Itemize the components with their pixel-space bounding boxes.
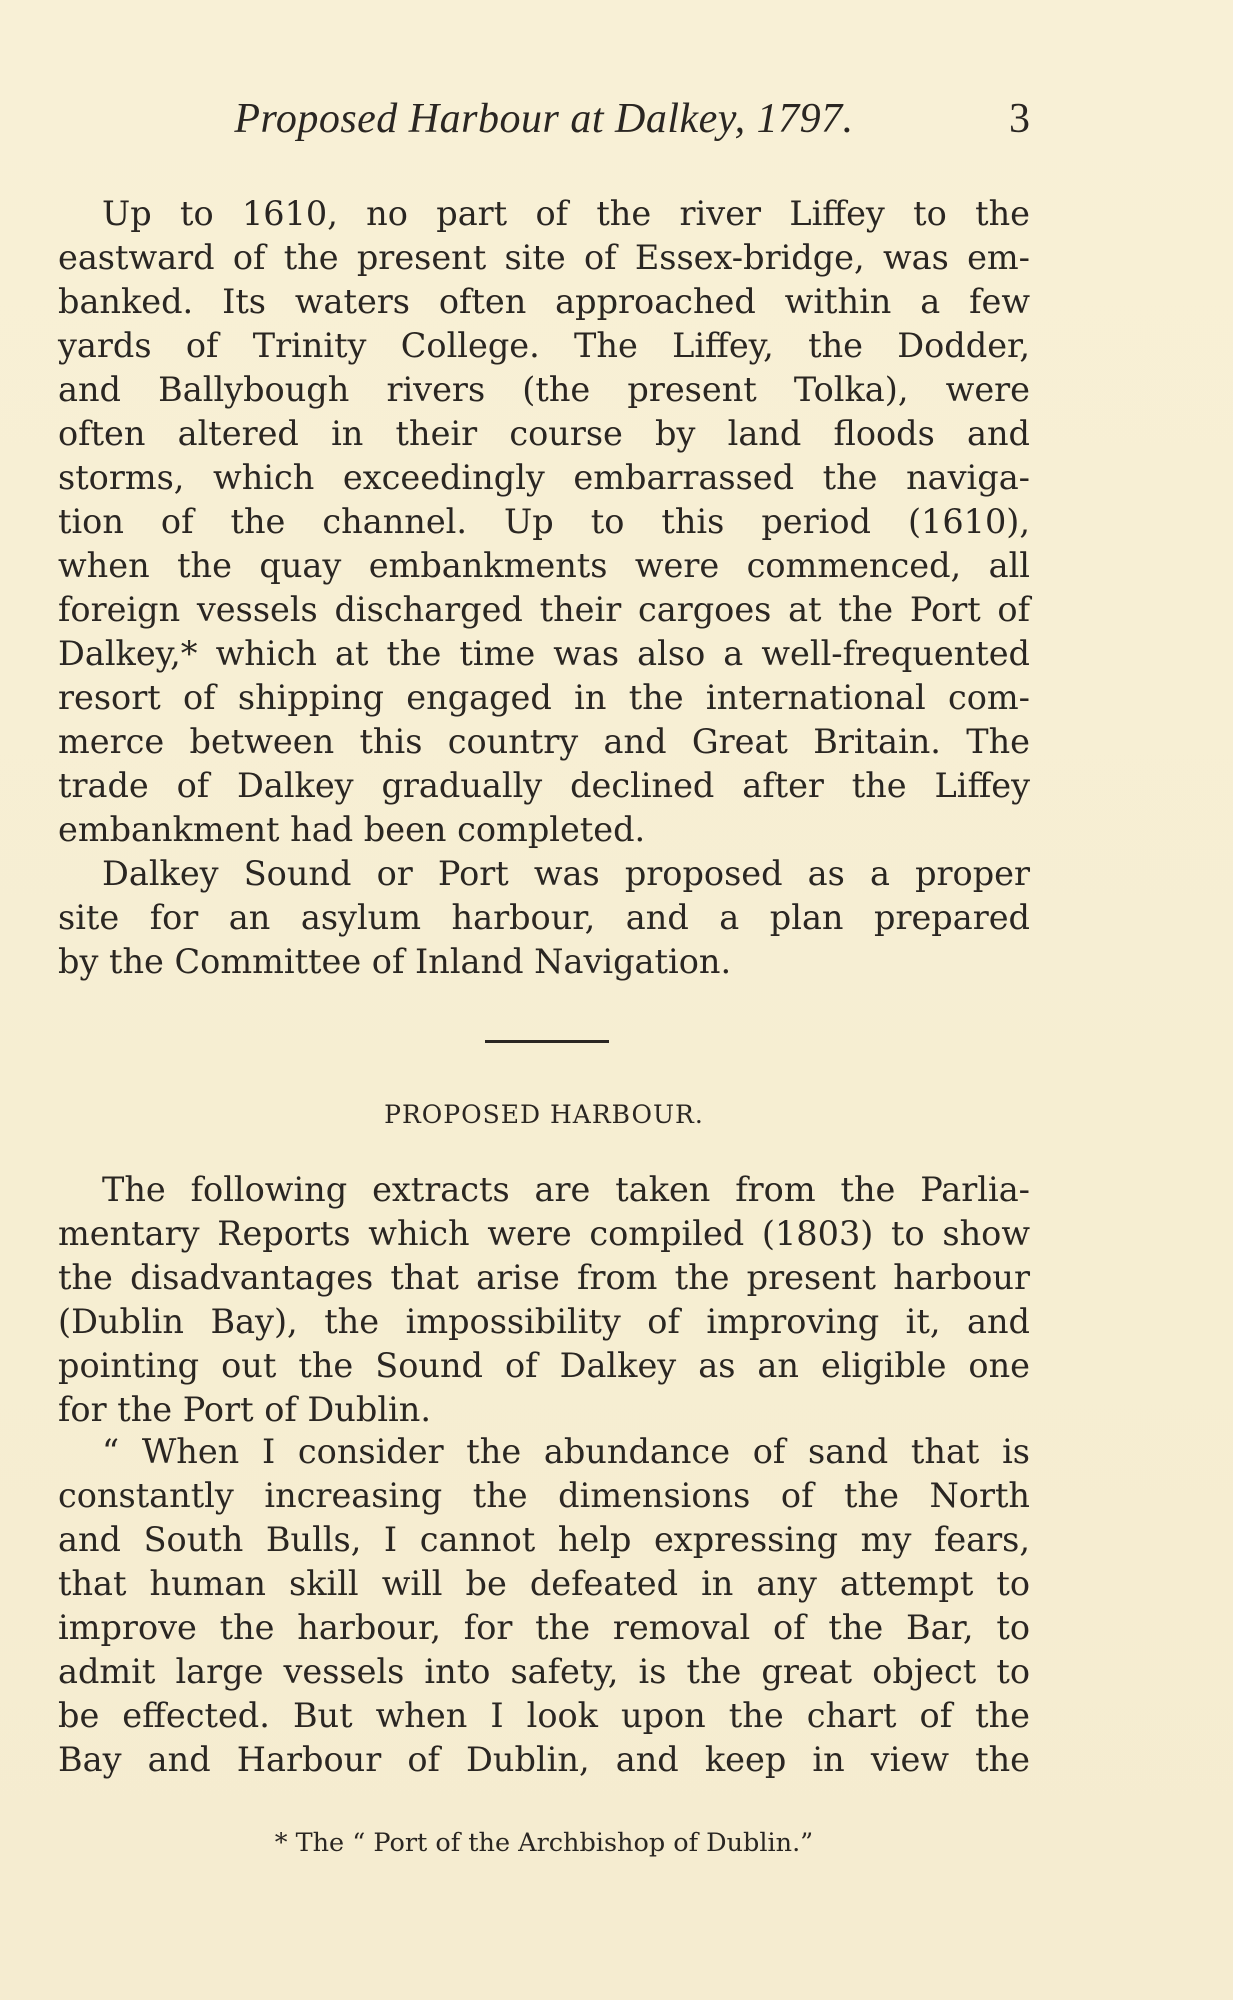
- text-line: by the Committee of Inland Navigation.: [58, 942, 732, 981]
- text-line: Up to 1610, no part of the river Liffey to the: [102, 194, 1030, 233]
- text-line: the disadvantages that arise from the present harbour: [58, 1258, 1030, 1297]
- text-line: The following extracts are taken from the Parlia-: [102, 1170, 1030, 1209]
- page-number: 3: [1009, 96, 1030, 142]
- text-line: often altered in their course by land floods and: [58, 414, 1030, 453]
- text-line: that human skill will be defeated in any attempt to: [58, 1564, 1030, 1603]
- text-line: tion of the channel. Up to this period (1610),: [58, 502, 1030, 541]
- text-line: for the Port of Dublin.: [58, 1390, 431, 1429]
- text-line: improve the harbour, for the removal of the Bar, to: [58, 1608, 1030, 1647]
- text-line: yards of Trinity College. The Liffey, the Dodder,: [58, 326, 1030, 365]
- text-line: and South Bulls, I cannot help expressing my fears,: [58, 1520, 1030, 1559]
- text-line: eastward of the present site of Essex-bridge, was em-: [58, 238, 1030, 277]
- text-line: admit large vessels into safety, is the great object to: [58, 1652, 1030, 1691]
- text-line: be effected. But when I look upon the chart of the: [58, 1696, 1030, 1735]
- text-line: mentary Reports which were compiled (1803) to show: [58, 1214, 1030, 1253]
- text-line: storms, which exceedingly embarrassed the naviga-: [58, 458, 1030, 497]
- text-line: and Ballybough rivers (the present Tolka), were: [58, 370, 1030, 409]
- running-title: Proposed Harbour at Dalkey, 1797.: [234, 96, 854, 142]
- text-line: Dalkey,* which at the time was also a well-frequented: [58, 634, 1030, 673]
- text-line: trade of Dalkey gradually declined after the Liffey: [58, 766, 1030, 805]
- section-divider: [485, 1040, 609, 1043]
- text-line: embankment had been completed.: [58, 810, 646, 849]
- text-line: foreign vessels discharged their cargoes at the Port of: [58, 590, 1030, 629]
- text-line: “ When I consider the abundance of sand that is: [102, 1432, 1030, 1471]
- section-heading: PROPOSED HARBOUR.: [384, 1100, 704, 1129]
- text-line: constantly increasing the dimensions of the North: [58, 1476, 1030, 1515]
- paragraph-liffey-history: [58, 192, 1030, 852]
- text-line: merce between this country and Great Britain. The: [58, 722, 1030, 761]
- text-line: (Dublin Bay), the impossibility of improving it, and: [58, 1302, 1030, 1341]
- footnote: * The “ Port of the Archbishop of Dublin.”: [274, 1828, 814, 1858]
- text-line: banked. Its waters often approached within a few: [58, 282, 1030, 321]
- text-line: site for an asylum harbour, and a plan prepared: [58, 898, 1030, 937]
- text-line: when the quay embankments were commenced, all: [58, 546, 1030, 585]
- paragraph-dalkey-sound: [58, 852, 1030, 984]
- running-head: [58, 95, 1030, 145]
- text-line: Dalkey Sound or Port was proposed as a proper: [102, 854, 1030, 893]
- paragraph-parliamentary-extracts: [58, 1168, 1030, 1432]
- text-line: Bay and Harbour of Dublin, and keep in view the: [58, 1740, 1030, 1779]
- paragraph-quotation: [58, 1430, 1030, 1782]
- text-line: pointing out the Sound of Dalkey as an eligible one: [58, 1346, 1030, 1385]
- text-line: resort of shipping engaged in the international com-: [58, 678, 1030, 717]
